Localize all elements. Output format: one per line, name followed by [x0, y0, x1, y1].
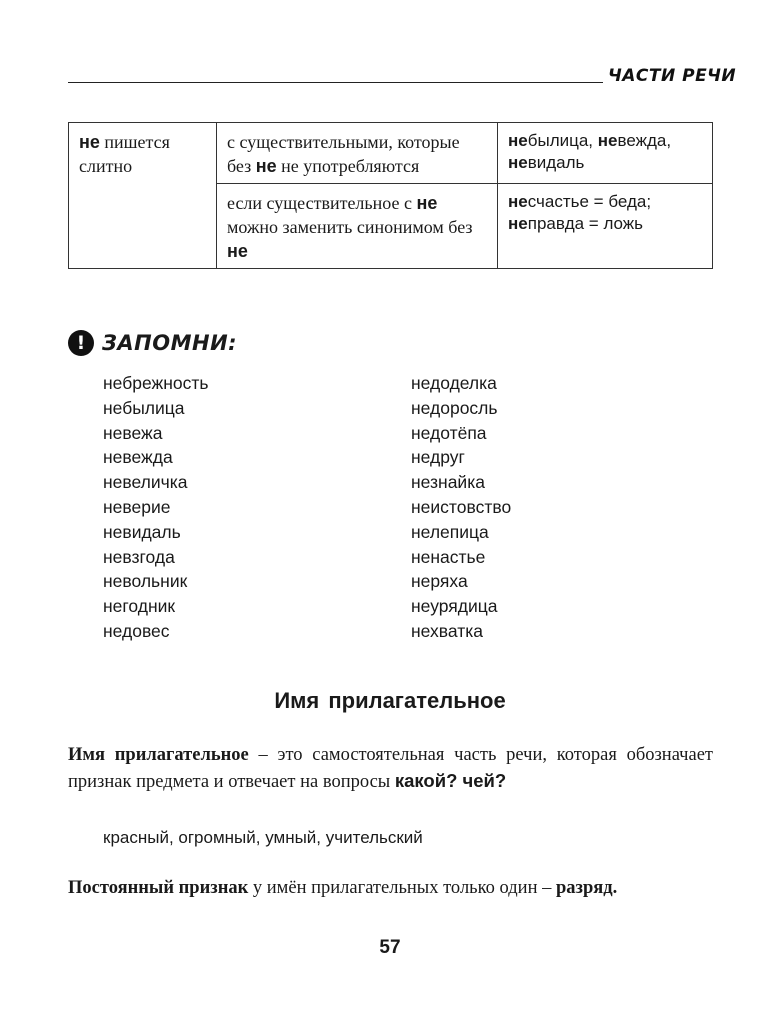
- list-item: неряха: [411, 571, 468, 592]
- remember-title: ЗАПОМНИ:: [102, 331, 238, 355]
- section-heading: Имя прилагательное: [274, 688, 506, 713]
- list-item: невежда: [103, 447, 173, 468]
- condition-text: если существительное с: [227, 193, 417, 213]
- table-row: [69, 123, 713, 184]
- example-prefix: не: [508, 131, 528, 150]
- word-list-left: [103, 371, 208, 644]
- example-cell: [498, 123, 713, 184]
- remember-heading: [68, 328, 237, 358]
- condition-cell: [217, 184, 498, 269]
- condition-bold: не: [255, 156, 277, 176]
- list-item: нелепица: [411, 521, 489, 542]
- list-item: невеличка: [103, 472, 188, 493]
- list-item: невольник: [103, 571, 188, 592]
- list-item: небылица: [103, 397, 185, 418]
- example-word: видаль: [527, 153, 585, 172]
- list-item: небрежность: [103, 373, 209, 393]
- header-rule: [68, 82, 603, 83]
- example-word: счастье = беда;: [527, 192, 652, 211]
- constant-term: Постоянный признак: [68, 878, 249, 898]
- rule-table: [68, 122, 713, 269]
- word-list-right: [411, 371, 511, 644]
- list-item: недотёпа: [411, 422, 487, 443]
- condition-text: с существительными, которые без: [227, 132, 460, 176]
- running-header: ЧАСТИ РЕЧИ: [608, 66, 737, 86]
- example-word: правда = ложь: [527, 214, 644, 233]
- example-prefix: не: [597, 131, 618, 150]
- constant-text: у имён прилагательных только один –: [248, 878, 556, 898]
- example-prefix: не: [508, 153, 528, 172]
- constant-value: разряд.: [555, 878, 618, 898]
- definition-text: – это самостоятельная часть речи, которая обозначает признак предмета и отвечает на вопросы: [68, 745, 713, 792]
- list-item: невидаль: [103, 521, 181, 542]
- definition-paragraph: [68, 742, 713, 795]
- condition-text: можно заменить синонимом без: [227, 217, 473, 237]
- list-item: недоделка: [411, 373, 497, 393]
- list-item: ненастье: [411, 546, 486, 567]
- example-prefix: не: [508, 192, 528, 211]
- example-cell: [498, 184, 713, 269]
- example-word: былица,: [527, 131, 598, 150]
- definition-questions: какой? чей?: [394, 770, 507, 791]
- page-number: 57: [379, 937, 401, 958]
- list-item: недруг: [411, 447, 465, 468]
- condition-cell: [217, 123, 498, 184]
- definition-term: Имя прилагательное: [68, 745, 249, 765]
- rule-bold: не: [79, 132, 100, 152]
- examples-line: красный, огромный, умный, учительский: [103, 828, 423, 847]
- list-item: неистовство: [411, 496, 512, 517]
- condition-text: не употребляются: [276, 156, 420, 176]
- example-word: вежда,: [617, 131, 672, 150]
- list-item: нехватка: [411, 620, 483, 641]
- list-item: невзгода: [103, 546, 175, 567]
- rule-cell: [69, 123, 217, 269]
- condition-bold: не: [416, 193, 438, 213]
- constant-feature-paragraph: [68, 875, 713, 901]
- list-item: негодник: [103, 596, 176, 617]
- list-item: неурядица: [411, 596, 498, 617]
- list-item: невежа: [103, 422, 163, 443]
- list-item: неверие: [103, 496, 171, 517]
- rule-text: пишется слитно: [79, 132, 170, 176]
- condition-bold: не: [227, 241, 248, 261]
- exclamation-icon: !: [68, 330, 94, 356]
- list-item: незнайка: [411, 472, 485, 493]
- example-prefix: не: [508, 214, 528, 233]
- list-item: недоросль: [411, 397, 498, 418]
- list-item: недовес: [103, 620, 170, 641]
